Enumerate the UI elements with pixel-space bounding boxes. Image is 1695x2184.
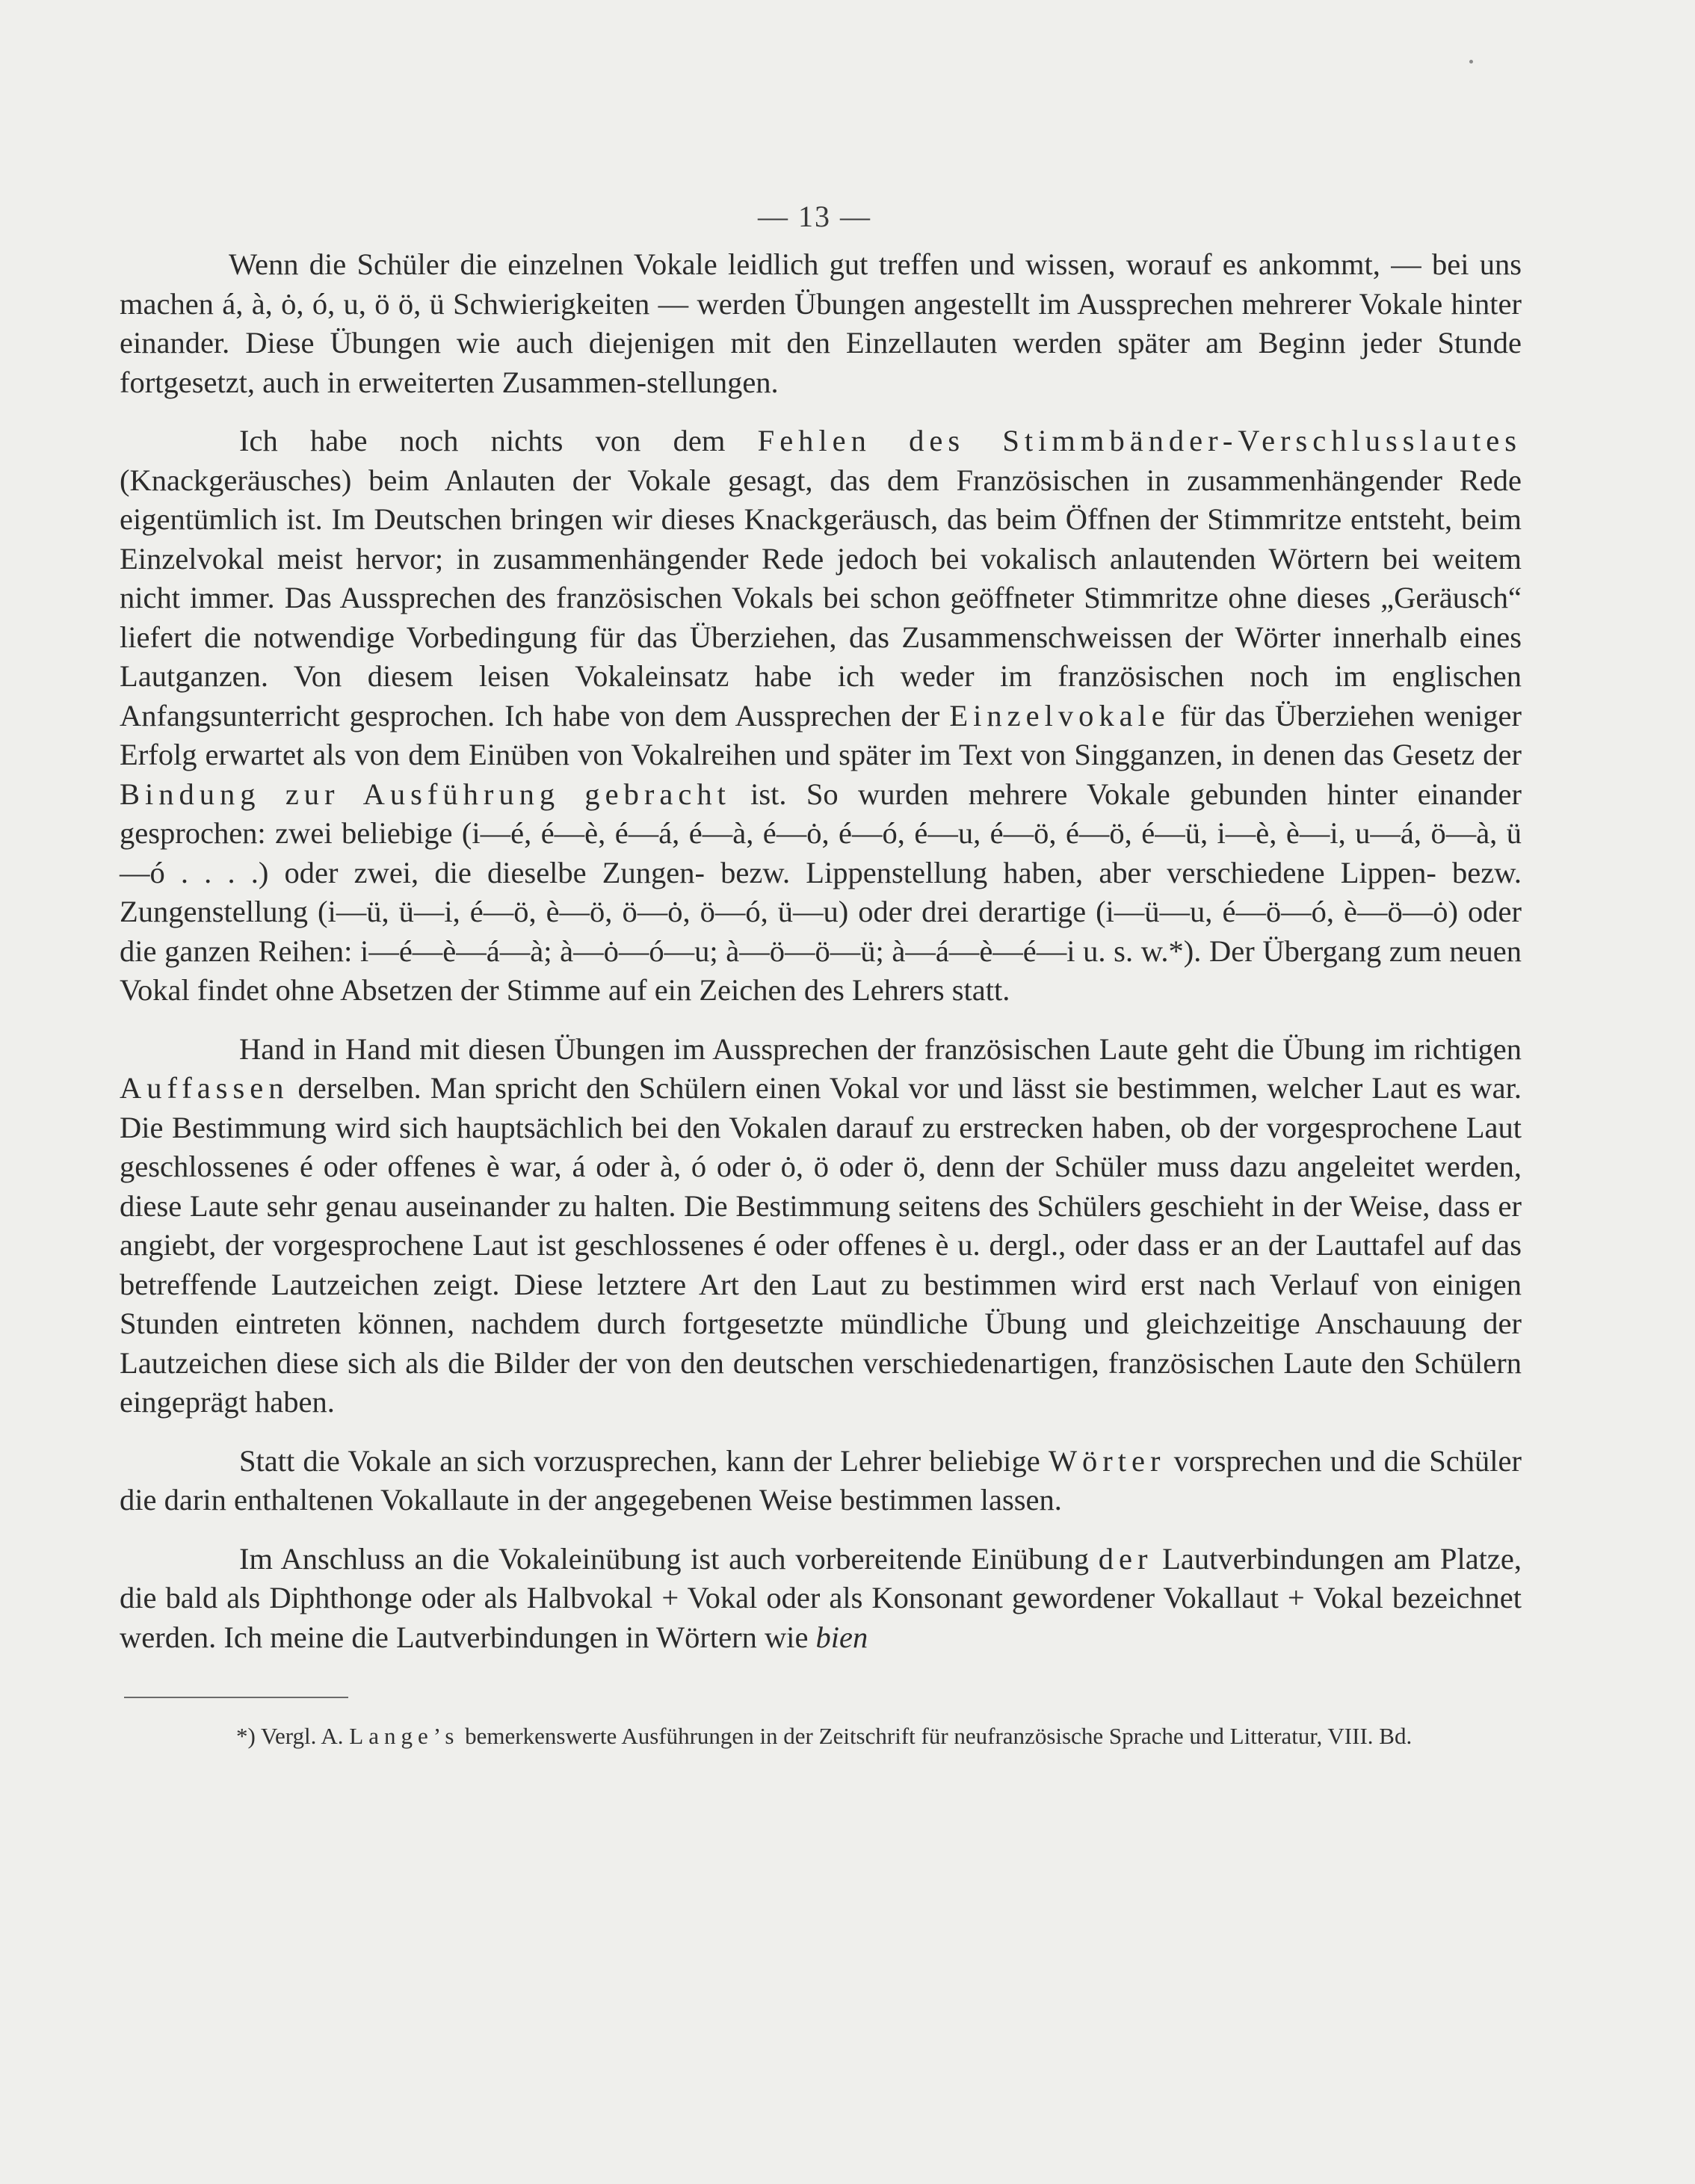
- paragraph-4-text-b: vorsprechen und die Schüler die darin enthaltenen Vokallaute in der angegebenen Weise bestimmen lassen.: [120, 1443, 1522, 1517]
- paragraph-2-text-c: für das Überziehen weniger Erfolg erwartet als von dem Einüben von Vokalreihen und später im Text von Singganzen, in denen das Gesetz der: [120, 698, 1522, 771]
- emphasis-auffassen: Auffassen: [120, 1071, 289, 1105]
- paragraph-5-text-b: Lautverbindungen am Platze, die bald als Diphthonge oder als Halbvokal + Vokal oder als Konsonant gewordener Vokallaut + Vokal bezeichnet werden. Ich meine die Lautverbindungen in Wörtern wie: [120, 1541, 1522, 1654]
- paragraph-4-text-a: Statt die Vokale an sich vorzusprechen, kann der Lehrer beliebige: [239, 1443, 1049, 1478]
- paragraph-5-text-a: Im Anschluss an die Vokaleinübung ist auch vorbereitende Einübung: [239, 1541, 1099, 1576]
- footnote-marker: *): [236, 1723, 256, 1749]
- paragraph-4: [120, 1442, 1522, 1520]
- paragraph-3-text-a: Hand in Hand mit diesen Übungen im Aussprechen der französischen Laute geht die Übung im richtigen: [239, 1031, 1522, 1066]
- footnote: [124, 1718, 1522, 1755]
- paragraph-2-text-d: ist. So wurden mehrere Vokale gebunden hinter einander gesprochen: zwei beliebige (i—é, é—è, é—á, é—à, é—ȯ, é—ó, é—u, é—ö, é—ö, é—ü, i—è, è—i, u—á, ö—à, ü—ó . . . .) oder zwei, die dieselbe Zungen- bezw. Lippenstellung haben, aber verschiedene Lippen- bezw. Zungenstellung (i—ü, ü—i, é—ö, è—ö, ö—ȯ, ö—ó, ü—u) oder drei derartige (i—ü—u, é—ö—ó, è—ö—ȯ) oder die ganzen Reihen: i—é—è—á—à; à—ȯ—ó—u; à—ö—ö—ü; à—á—è—é—i u. s. w.*). Der Übergang zum neuen Vokal findet ohne Absetzen der Stimme auf ein Zeichen des Lehrers statt.: [120, 777, 1522, 1007]
- paragraph-1-text: Wenn die Schüler die einzelnen Vokale leidlich gut treffen und wissen, worauf es ankommt, — bei uns machen á, à, ȯ, ó, u, ö ö, ü Schwierigkeiten — werden Übungen angestellt im Aussprechen mehrerer Vokale hinter einander. Diese Übungen wie auch diejenigen mit den Einzellauten werden später am Beginn jeder Stunde fortgesetzt, auch in erweiterten Zusammen-stellungen.: [120, 247, 1522, 399]
- emphasis-fehlen-des-stimmbaender-verschlusslautes: Fehlen des Stimmbänder-Verschlusslautes: [757, 424, 1522, 457]
- paragraph-3: [120, 1030, 1522, 1422]
- footnote-author-name: Lange’s: [349, 1723, 460, 1749]
- body-text: [120, 245, 1522, 1676]
- paragraph-2: [120, 422, 1522, 1011]
- paragraph-2-text-b: (Knackgeräusches) beim Anlauten der Vokale gesagt, das dem Französischen in zusammenhängender Rede eigentümlich ist. Im Deutschen bringen wir dieses Knackgeräusch, das beim Öffnen der Stimmritze entsteht, beim Einzelvokal meist hervor; in zusammenhängender Rede jedoch bei vokalisch anlautenden Wörtern bei weitem nicht immer. Das Aussprechen des französischen Vokals bei schon geöffneter Stimmritze ohne dieses „Geräusch“ liefert die notwendige Vorbedingung für das Überziehen, das Zusammenschweissen der Wörter innerhalb eines Lautganzen. Von diesem leisen Vokaleinsatz habe ich weder im französischen noch im englischen Anfangsunterricht gesprochen. Ich habe von dem Aussprechen der: [120, 463, 1522, 732]
- paper-speck: [1469, 60, 1473, 64]
- paragraph-3-text-b: derselben. Man spricht den Schülern einen Vokal vor und lässt sie bestimmen, welcher Laut es war. Die Bestimmung wird sich hauptsächlich bei den Vokalen darauf zu erstrecken haben, ob der vorgesprochene Laut geschlossenes é oder offenes è war, á oder à, ó oder ȯ, ö oder ö, denn der Schüler muss dazu angeleitet werden, diese Laute sehr genau auseinander zu halten. Die Bestimmung seitens des Schülers geschieht in der Weise, dass er angiebt, der vorgesprochene Laut ist geschlossenes é oder offenes è u. dergl., oder dass er an der Lauttafel auf das betreffende Lautzeichen zeigt. Diese letztere Art den Laut zu bestimmen wird erst nach Verlauf von einigen Stunden eintreten können, nachdem durch fortgesetzte mündliche Übung und gleichzeitige Anschauung der Lautzeichen diese sich als die Bilder der von den deutschen verschiedenartigen, französischen Laute den Schülern eingeprägt haben.: [120, 1071, 1522, 1419]
- paragraph-1: [120, 245, 1522, 402]
- emphasis-einzelvokale: Einzelvokale: [949, 698, 1170, 732]
- emphasis-bindung-zur-ausfuehrung-gebracht: Bindung zur Ausführung gebracht: [120, 777, 731, 811]
- italic-bien: bien: [815, 1620, 868, 1654]
- footnote-text-b: bemerkenswerte Ausführungen in der Zeitschrift für neufranzösische Sprache und Litteratur, VIII. Bd.: [459, 1723, 1412, 1749]
- page-number: — 13 —: [758, 200, 871, 233]
- emphasis-woerter: Wörter: [1048, 1443, 1166, 1478]
- paragraph-2-text-a: Ich habe noch nichts von dem: [239, 424, 758, 457]
- paragraph-5: [120, 1540, 1522, 1658]
- emphasis-der: der: [1098, 1541, 1153, 1576]
- footnote-text-a: Vergl. A.: [255, 1723, 350, 1749]
- footnote-divider: [124, 1697, 348, 1698]
